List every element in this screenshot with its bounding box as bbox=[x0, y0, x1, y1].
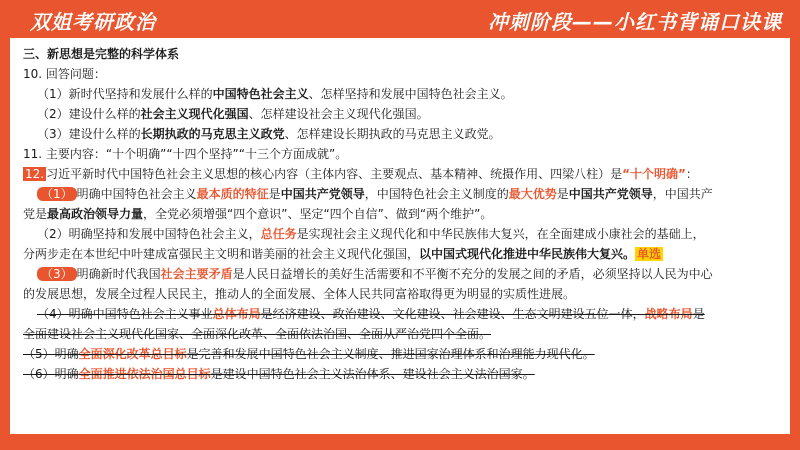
item-1-tag: （1） bbox=[37, 187, 77, 201]
clarify-item-1-cont: 党是最高政治领导力量，全党必须增强“四个意识”、坚定“四个自信”、做到“两个维护”。 bbox=[23, 207, 493, 221]
clarify-item-4-cont: 全面建设社会主义现代化国家、全面深化改革、全面依法治国、全面从严治党四个全面。 bbox=[23, 327, 492, 341]
question-heading: 10. 回答问题： bbox=[23, 67, 106, 81]
clarify-item-3: （3） 明确新时代我国社会主要矛盾是人民日益增长的美好生活需要和不平衡不充分的发展之间的矛盾，必须坚持以人民为中心 bbox=[23, 264, 783, 284]
main-content-line: 11. 主要内容：“十个明确”“十四个坚持”“十三个方面成就”。 bbox=[23, 147, 348, 161]
header-bar bbox=[0, 0, 800, 40]
item-3-tag: （3） bbox=[37, 267, 77, 281]
brand-title: 双姐考研政治 bbox=[30, 10, 156, 34]
clarify-item-3-cont: 的发展思想，发展全过程人民民主，推动人的全面发展、全体人民共同富裕取得更为明显的实质性进展。 bbox=[23, 287, 576, 301]
clarify-item-2-cont: 分两步走在本世纪中叶建成富强民主文明和谐美丽的社会主义现代化强国，以中国式现代化推进中华民族伟大复兴。 单选 bbox=[23, 247, 662, 261]
section-heading: 三、新思想是完整的科学体系 bbox=[23, 47, 180, 61]
clarify-item-5: （5）明确全面深化改革总目标是完善和发展中国特色社会主义制度、推进国家治理体系和治理能力现代化。 bbox=[23, 347, 595, 361]
course-title: 冲刺阶段——小红书背诵口诀课 bbox=[488, 10, 782, 34]
single-choice-badge: 单选 bbox=[637, 247, 662, 261]
clarify-item-2: （2）明确坚持和发展中国特色社会主义，总任务是实现社会主义现代化和中华民族伟大复兴，在全面建成小康社会的基础上， bbox=[37, 227, 705, 241]
notes-content bbox=[23, 44, 783, 384]
core-content-line: 12. 习近平新时代中国特色社会主义思想的核心内容（主体内容、主要观点、基本精神、统摄作用、四梁八柱）是“十个明确”： bbox=[25, 167, 698, 181]
clarify-item-4: （4）明确中国特色社会主义事业总体布局是经济建设、政治建设、文化建设、社会建设、生态文明建设五位一体，战略布局是 bbox=[37, 307, 705, 321]
content-panel bbox=[10, 38, 790, 434]
clarify-item-6: （6）明确全面推进依法治国总目标是建设中国特色社会主义法治体系、建设社会主义法治国家。 bbox=[23, 367, 535, 381]
answer-line-2: （2）建设什么样的社会主义现代化强国、怎样建设社会主义现代化强国。 bbox=[37, 107, 429, 121]
clarify-item-1: （1） 明确中国特色社会主义最本质的特征是中国共产党领导，中国特色社会主义制度的最大优势是中国共产党领导，中国共产 bbox=[23, 184, 783, 204]
item-number-tag: 12. bbox=[25, 167, 45, 181]
answer-line-3: （3）建设什么样的长期执政的马克思主义政党、怎样建设长期执政的马克思主义政党。 bbox=[37, 127, 501, 141]
answer-line-1: （1）新时代坚持和发展什么样的中国特色社会主义、怎样坚持和发展中国特色社会主义。 bbox=[37, 87, 513, 101]
